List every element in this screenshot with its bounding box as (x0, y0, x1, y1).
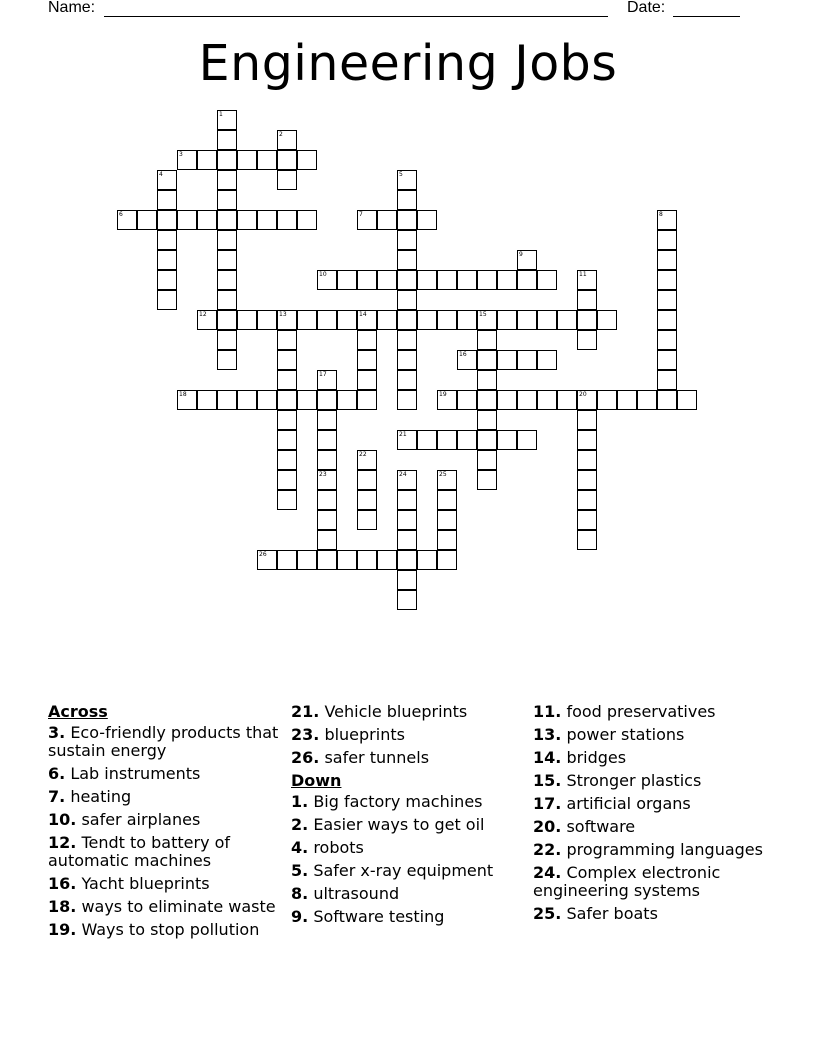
grid-cell[interactable] (657, 370, 677, 390)
grid-cell[interactable] (397, 390, 417, 410)
grid-cell[interactable] (217, 270, 237, 290)
grid-cell[interactable] (417, 210, 437, 230)
clue-item (291, 885, 531, 903)
grid-cell[interactable] (517, 350, 537, 370)
grid-cell[interactable] (377, 550, 397, 570)
grid-cell[interactable] (317, 510, 337, 530)
grid-cell[interactable] (357, 490, 377, 510)
grid-cell[interactable] (157, 210, 177, 230)
grid-cell[interactable] (277, 150, 297, 170)
grid-cell[interactable] (577, 410, 597, 430)
grid-cell[interactable] (477, 450, 497, 470)
clue-number-label: 2 (279, 131, 283, 138)
clue-item (291, 908, 531, 926)
grid-cell[interactable] (277, 430, 297, 450)
grid-cell[interactable] (357, 310, 377, 330)
grid-cell[interactable] (297, 310, 317, 330)
grid-cell[interactable] (517, 250, 537, 270)
grid-cell[interactable] (397, 550, 417, 570)
clue-item (48, 834, 288, 870)
clue-number-label: 20 (579, 391, 587, 398)
grid-cell[interactable] (217, 170, 237, 190)
grid-cell[interactable] (357, 350, 377, 370)
clue-item-text: robots (313, 838, 364, 857)
grid-cell[interactable] (357, 370, 377, 390)
clue-item-number: 6. (48, 764, 66, 783)
grid-cell[interactable] (297, 210, 317, 230)
clue-item-text: Eco-friendly products that sustain energy (48, 723, 279, 760)
grid-cell[interactable] (477, 390, 497, 410)
clue-item-number: 16. (48, 874, 77, 893)
grid-cell[interactable] (217, 110, 237, 130)
clue-column-1 (48, 703, 288, 944)
grid-cell[interactable] (657, 230, 677, 250)
grid-cell[interactable] (477, 470, 497, 490)
grid-cell[interactable] (357, 210, 377, 230)
clue-item-text: Big factory machines (313, 792, 483, 811)
clue-item (533, 703, 773, 721)
grid-cell[interactable] (277, 450, 297, 470)
clue-column-2 (291, 703, 531, 931)
clue-item-number: 1. (291, 792, 309, 811)
clue-number-label: 25 (439, 471, 447, 478)
grid-cell[interactable] (577, 510, 597, 530)
grid-cell[interactable] (397, 530, 417, 550)
grid-cell[interactable] (477, 330, 497, 350)
grid-cell[interactable] (217, 210, 237, 230)
grid-cell[interactable] (357, 390, 377, 410)
grid-cell[interactable] (517, 310, 537, 330)
clue-item-number: 7. (48, 787, 66, 806)
clue-item-number: 26. (291, 748, 320, 767)
grid-cell[interactable] (577, 310, 597, 330)
grid-cell[interactable] (597, 310, 617, 330)
grid-cell[interactable] (517, 390, 537, 410)
clue-number-label: 11 (579, 271, 587, 278)
grid-cell[interactable] (257, 390, 277, 410)
grid-cell[interactable] (437, 430, 457, 450)
clue-item (291, 749, 531, 767)
clue-item-text: Safer boats (566, 904, 658, 923)
grid-cell[interactable] (577, 430, 597, 450)
grid-cell[interactable] (577, 450, 597, 470)
grid-cell[interactable] (277, 550, 297, 570)
grid-cell[interactable] (177, 150, 197, 170)
clue-item-text: Yacht blueprints (81, 874, 210, 893)
clue-item-text: Tendt to battery of automatic machines (48, 833, 231, 870)
name-label: Name: (48, 0, 96, 16)
grid-cell[interactable] (317, 430, 337, 450)
clue-number-label: 17 (319, 371, 327, 378)
grid-cell[interactable] (397, 350, 417, 370)
clue-item-number: 20. (533, 817, 562, 836)
grid-cell[interactable] (277, 410, 297, 430)
clue-item-number: 10. (48, 810, 77, 829)
grid-cell[interactable] (657, 330, 677, 350)
grid-cell[interactable] (377, 310, 397, 330)
grid-cell[interactable] (497, 350, 517, 370)
grid-cell[interactable] (257, 150, 277, 170)
grid-cell[interactable] (377, 210, 397, 230)
clue-number-label: 7 (359, 211, 363, 218)
clue-item-text: Safer x-ray equipment (313, 861, 494, 880)
grid-cell[interactable] (657, 290, 677, 310)
grid-cell[interactable] (337, 310, 357, 330)
clue-item-text: power stations (566, 725, 685, 744)
grid-cell[interactable] (477, 270, 497, 290)
grid-cell[interactable] (437, 550, 457, 570)
grid-cell[interactable] (177, 390, 197, 410)
grid-cell[interactable] (577, 290, 597, 310)
clue-item-text: Stronger plastics (566, 771, 702, 790)
grid-cell[interactable] (297, 150, 317, 170)
clue-item (533, 864, 773, 900)
grid-cell[interactable] (317, 550, 337, 570)
clue-item-number: 15. (533, 771, 562, 790)
grid-cell[interactable] (417, 430, 437, 450)
clue-number-label: 13 (279, 311, 287, 318)
grid-cell[interactable] (657, 270, 677, 290)
grid-cell[interactable] (237, 150, 257, 170)
grid-cell[interactable] (577, 470, 597, 490)
grid-cell[interactable] (437, 270, 457, 290)
grid-cell[interactable] (157, 230, 177, 250)
grid-cell[interactable] (437, 310, 457, 330)
grid-cell[interactable] (157, 170, 177, 190)
grid-cell[interactable] (157, 270, 177, 290)
grid-cell[interactable] (117, 210, 137, 230)
grid-cell[interactable] (557, 310, 577, 330)
grid-cell[interactable] (417, 270, 437, 290)
grid-cell[interactable] (257, 550, 277, 570)
grid-cell[interactable] (657, 390, 677, 410)
grid-cell[interactable] (457, 310, 477, 330)
grid-cell[interactable] (477, 310, 497, 330)
grid-cell[interactable] (417, 310, 437, 330)
grid-cell[interactable] (337, 550, 357, 570)
grid-cell[interactable] (217, 290, 237, 310)
grid-cell[interactable] (357, 270, 377, 290)
grid-cell[interactable] (497, 310, 517, 330)
grid-cell[interactable] (577, 490, 597, 510)
clue-number-label: 4 (159, 171, 163, 178)
clue-item (533, 905, 773, 923)
puzzle-title: Engineering Jobs (198, 35, 618, 92)
grid-cell[interactable] (397, 470, 417, 490)
clue-number-label: 1 (219, 111, 223, 118)
grid-cell[interactable] (357, 470, 377, 490)
grid-cell[interactable] (217, 190, 237, 210)
grid-cell[interactable] (397, 370, 417, 390)
clue-item-text: software (566, 817, 636, 836)
grid-cell[interactable] (237, 390, 257, 410)
clue-item-number: 9. (291, 907, 309, 926)
clue-number-label: 6 (119, 211, 123, 218)
grid-cell[interactable] (537, 310, 557, 330)
clue-number-label: 24 (399, 471, 407, 478)
clue-item-number: 3. (48, 723, 66, 742)
clue-item (533, 749, 773, 767)
grid-cell[interactable] (397, 230, 417, 250)
grid-cell[interactable] (237, 210, 257, 230)
clue-item-text: safer airplanes (81, 810, 201, 829)
grid-cell[interactable] (197, 150, 217, 170)
grid-cell[interactable] (397, 590, 417, 610)
clue-item (291, 862, 531, 880)
grid-cell[interactable] (657, 250, 677, 270)
grid-cell[interactable] (237, 310, 257, 330)
clue-item-text: Software testing (313, 907, 445, 926)
grid-cell[interactable] (537, 350, 557, 370)
grid-cell[interactable] (417, 550, 437, 570)
clue-item (48, 898, 288, 916)
grid-cell[interactable] (397, 570, 417, 590)
clue-item-text: ways to eliminate waste (81, 897, 276, 916)
clue-item (291, 816, 531, 834)
clue-item-number: 22. (533, 840, 562, 859)
clue-number-label: 5 (399, 171, 403, 178)
grid-cell[interactable] (317, 370, 337, 390)
grid-cell[interactable] (277, 330, 297, 350)
clue-item-number: 13. (533, 725, 562, 744)
clue-item-number: 23. (291, 725, 320, 744)
grid-cell[interactable] (437, 490, 457, 510)
grid-cell[interactable] (437, 530, 457, 550)
clue-item-number: 18. (48, 897, 77, 916)
grid-cell[interactable] (317, 270, 337, 290)
grid-cell[interactable] (577, 390, 597, 410)
across-heading: Across (48, 702, 108, 721)
grid-cell[interactable] (657, 210, 677, 230)
clue-item (533, 818, 773, 836)
clue-number-label: 18 (179, 391, 187, 398)
grid-cell[interactable] (537, 390, 557, 410)
clue-number-label: 12 (199, 311, 207, 318)
grid-cell[interactable] (397, 430, 417, 450)
grid-cell[interactable] (597, 390, 617, 410)
clue-item-text: safer tunnels (324, 748, 430, 767)
clue-number-label: 26 (259, 551, 267, 558)
grid-cell[interactable] (477, 430, 497, 450)
grid-cell[interactable] (557, 390, 577, 410)
clue-item (48, 765, 288, 783)
grid-cell[interactable] (217, 230, 237, 250)
clue-item-number: 24. (533, 863, 562, 882)
clue-number-label: 14 (359, 311, 367, 318)
grid-cell[interactable] (257, 210, 277, 230)
clue-item-text: Complex electronic engineering systems (533, 863, 721, 900)
grid-cell[interactable] (217, 330, 237, 350)
grid-cell[interactable] (517, 430, 537, 450)
grid-cell[interactable] (137, 210, 157, 230)
clue-column-3 (533, 703, 773, 928)
grid-cell[interactable] (437, 470, 457, 490)
clue-item-text: bridges (566, 748, 627, 767)
clue-item-text: artificial organs (566, 794, 691, 813)
clue-item-text: Lab instruments (70, 764, 201, 783)
clue-number-label: 3 (179, 151, 183, 158)
clue-number-label: 21 (399, 431, 407, 438)
grid-cell[interactable] (497, 430, 517, 450)
grid-cell[interactable] (577, 330, 597, 350)
grid-cell[interactable] (317, 410, 337, 430)
grid-cell[interactable] (497, 390, 517, 410)
grid-cell[interactable] (657, 310, 677, 330)
grid-cell[interactable] (377, 270, 397, 290)
grid-cell[interactable] (657, 350, 677, 370)
grid-cell[interactable] (317, 470, 337, 490)
grid-cell[interactable] (457, 430, 477, 450)
grid-cell[interactable] (317, 310, 337, 330)
grid-cell[interactable] (477, 370, 497, 390)
grid-cell[interactable] (277, 170, 297, 190)
grid-cell[interactable] (177, 210, 197, 230)
grid-cell[interactable] (517, 270, 537, 290)
clue-number-label: 23 (319, 471, 327, 478)
clue-number-label: 16 (459, 351, 467, 358)
grid-cell[interactable] (257, 310, 277, 330)
clue-item-number: 4. (291, 838, 309, 857)
grid-cell[interactable] (537, 270, 557, 290)
clue-item-number: 5. (291, 861, 309, 880)
clue-item-text: blueprints (324, 725, 405, 744)
grid-cell[interactable] (317, 390, 337, 410)
clue-item (291, 793, 531, 811)
clue-item (533, 841, 773, 859)
clue-item (291, 703, 531, 721)
clue-item (48, 875, 288, 893)
clue-item (48, 921, 288, 939)
clue-item (48, 811, 288, 829)
grid-cell[interactable] (197, 210, 217, 230)
grid-cell[interactable] (357, 330, 377, 350)
clue-item-number: 19. (48, 920, 77, 939)
grid-cell[interactable] (437, 510, 457, 530)
clue-item (291, 726, 531, 744)
grid-cell[interactable] (617, 390, 637, 410)
grid-cell[interactable] (277, 470, 297, 490)
grid-cell[interactable] (357, 510, 377, 530)
clue-item-text: Ways to stop pollution (81, 920, 260, 939)
grid-cell[interactable] (217, 310, 237, 330)
grid-cell[interactable] (277, 390, 297, 410)
clue-number-label: 22 (359, 451, 367, 458)
date-label: Date: (627, 0, 666, 16)
grid-cell[interactable] (577, 530, 597, 550)
grid-cell[interactable] (217, 150, 237, 170)
clue-item-number: 8. (291, 884, 309, 903)
clue-number-label: 19 (439, 391, 447, 398)
grid-cell[interactable] (217, 350, 237, 370)
clue-item (533, 726, 773, 744)
clue-number-label: 15 (479, 311, 487, 318)
grid-cell[interactable] (357, 450, 377, 470)
grid-cell[interactable] (457, 350, 477, 370)
grid-cell[interactable] (677, 390, 697, 410)
grid-cell[interactable] (157, 290, 177, 310)
grid-cell[interactable] (197, 390, 217, 410)
grid-cell[interactable] (317, 450, 337, 470)
grid-cell[interactable] (397, 490, 417, 510)
grid-cell[interactable] (277, 490, 297, 510)
clue-item-number: 12. (48, 833, 77, 852)
grid-cell[interactable] (277, 130, 297, 150)
clue-item-number: 25. (533, 904, 562, 923)
clue-item-text: food preservatives (566, 702, 716, 721)
grid-cell[interactable] (157, 190, 177, 210)
grid-cell[interactable] (397, 170, 417, 190)
grid-cell[interactable] (277, 210, 297, 230)
clue-item (48, 788, 288, 806)
grid-cell[interactable] (397, 290, 417, 310)
clue-item (533, 772, 773, 790)
clue-number-label: 9 (519, 251, 523, 258)
grid-cell[interactable] (397, 510, 417, 530)
grid-cell[interactable] (277, 310, 297, 330)
clue-item-text: heating (70, 787, 132, 806)
grid-cell[interactable] (317, 490, 337, 510)
grid-cell[interactable] (157, 250, 177, 270)
clue-item-number: 14. (533, 748, 562, 767)
grid-cell[interactable] (457, 390, 477, 410)
grid-cell[interactable] (477, 410, 497, 430)
grid-cell[interactable] (337, 270, 357, 290)
grid-cell[interactable] (217, 250, 237, 270)
grid-cell[interactable] (217, 390, 237, 410)
grid-cell[interactable] (397, 270, 417, 290)
clue-item-number: 17. (533, 794, 562, 813)
clue-item (48, 724, 288, 760)
clue-item-text: ultrasound (313, 884, 400, 903)
clue-item-number: 11. (533, 702, 562, 721)
clue-item-number: 21. (291, 702, 320, 721)
down-heading: Down (291, 771, 342, 790)
grid-cell[interactable] (397, 190, 417, 210)
grid-cell[interactable] (637, 390, 657, 410)
grid-cell[interactable] (357, 550, 377, 570)
grid-cell[interactable] (317, 530, 337, 550)
clue-number-label: 8 (659, 211, 663, 218)
grid-cell[interactable] (197, 310, 217, 330)
clue-number-label: 10 (319, 271, 327, 278)
clue-item-text: programming languages (566, 840, 763, 859)
grid-cell[interactable] (217, 130, 237, 150)
grid-cell[interactable] (297, 390, 317, 410)
clue-item-text: Vehicle blueprints (324, 702, 468, 721)
grid-cell[interactable] (477, 350, 497, 370)
grid-cell[interactable] (437, 390, 457, 410)
clue-item-text: Easier ways to get oil (313, 815, 485, 834)
grid-cell[interactable] (337, 390, 357, 410)
grid-cell[interactable] (297, 550, 317, 570)
clue-item (291, 839, 531, 857)
grid-cell[interactable] (397, 330, 417, 350)
grid-cell[interactable] (577, 270, 597, 290)
grid-cell[interactable] (397, 310, 417, 330)
grid-cell[interactable] (497, 270, 517, 290)
clue-item-number: 2. (291, 815, 309, 834)
grid-cell[interactable] (277, 350, 297, 370)
grid-cell[interactable] (397, 210, 417, 230)
grid-cell[interactable] (277, 370, 297, 390)
grid-cell[interactable] (457, 270, 477, 290)
clue-item (533, 795, 773, 813)
grid-cell[interactable] (397, 250, 417, 270)
